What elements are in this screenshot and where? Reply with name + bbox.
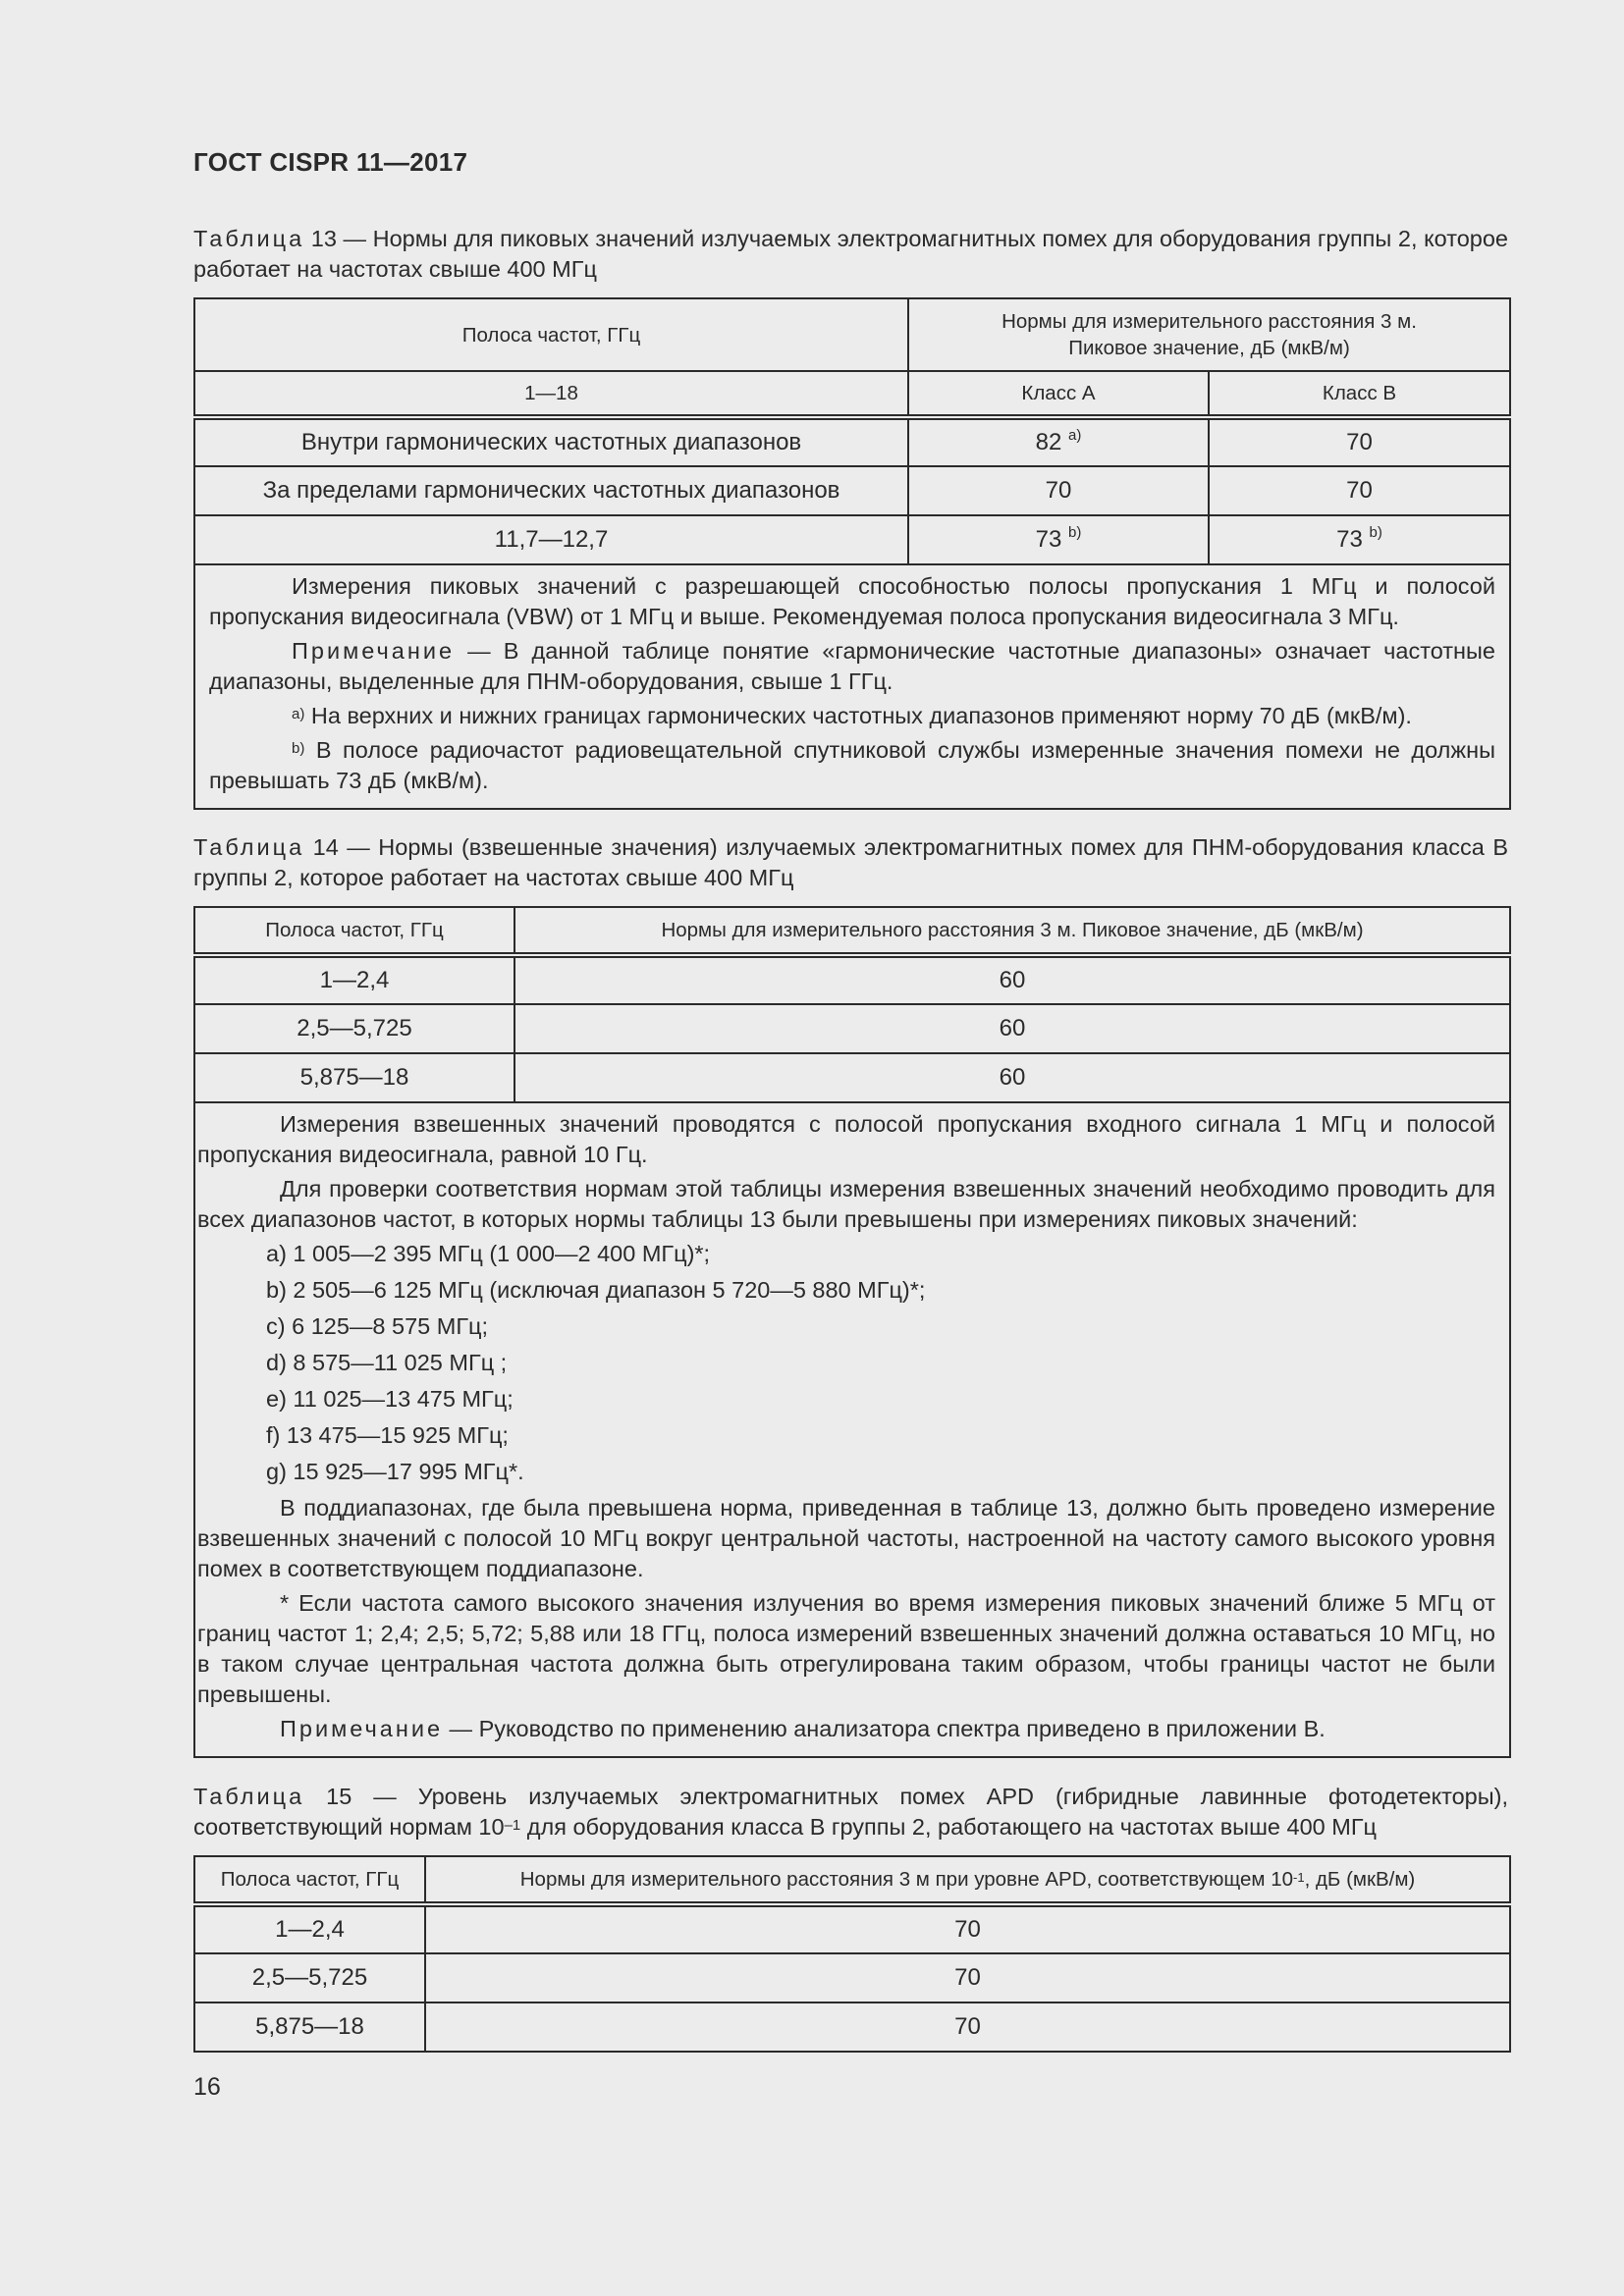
page-number: 16 [193,2073,221,2101]
table14-notes [194,1102,1510,1757]
table13 [193,297,1511,810]
table13-row1-a [908,417,1209,466]
table14-caption [193,832,1508,893]
table15-caption [193,1782,1508,1842]
table13-row3-a [908,515,1209,564]
table13-caption-text: 13 — Нормы для пиковых значений излучаемых электромагнитных помех для оборудования группы 2, которое работает на частотах свыше 400 МГц [193,226,1508,282]
table-row [194,417,1510,466]
table15-header-limits [425,1856,1510,1904]
list-item: d) 8 575—11 025 МГц ; [266,1350,508,1375]
table13-notes [194,564,1510,809]
table15-row2-band: 2,5—5,725 [194,1953,425,2002]
list-item: b) 2 505—6 125 МГц (исключая диапазон 5 720—5 880 МГц)*; [266,1277,926,1303]
table13-header-limits-line2: Пиковое значение, дБ (мкВ/м) [1068,337,1350,359]
table14-note [197,1714,1495,1744]
table13-notes-p1: Измерения пиковых значений с разрешающей способностью полосы пропускания 1 МГц и полосой пропускания видеосигнала (VBW) от 1 МГц и выше. Рекомендуемая полоса пропускания видеосигнала 3 МГц. [209,573,1495,629]
table15-header-limits-text-2: , дБ (мкВ/м) [1304,1868,1416,1891]
table13-note [209,636,1495,697]
table14-caption-text: 14 — Нормы (взвешенные значения) излучаемых электромагнитных помех для ПНМ-оборудования класса В группы 2, которое работает на частотах свыше 400 МГц [193,834,1508,890]
table15-caption-exponent: –1 [504,1817,521,1834]
table13-row3-b [1209,515,1510,564]
table13-caption-label: Таблица [193,226,305,251]
table15-caption-text-2: для оборудования класса В группы 2, работающего на частотах выше 400 МГц [520,1814,1378,1840]
table13-footnote-b-mark: b) [292,740,305,757]
table13-caption [193,224,1508,285]
table13-row1-b-value: 70 [1346,429,1373,455]
table14-note-label: Примечание [280,1716,444,1741]
table13-row1-a-note: a) [1068,427,1082,444]
table13-range: 1—18 [194,371,908,417]
table13-row1-b [1209,417,1510,466]
table-row [194,466,1510,515]
table14-notes-p2: Для проверки соответствия нормам этой таблицы измерения взвешенных значений необходимо проводить для всех диапазонов частот, в которых нормы таблицы 13 были превышены при измерениях пиковых значений: [197,1176,1495,1232]
list-item: a) 1 005—2 395 МГц (1 000—2 400 МГц)*; [266,1241,711,1266]
table13-row1-band: Внутри гармонических частотных диапазонов [194,417,908,466]
table13-row3-a-note: b) [1068,524,1082,541]
table13-header-limits-line1: Нормы для измерительного расстояния 3 м. [1001,310,1417,333]
table14-row2-band: 2,5—5,725 [194,1004,514,1053]
table15-row3-band: 5,875—18 [194,2002,425,2052]
table15-caption-label: Таблица [193,1784,305,1809]
table14 [193,906,1511,1758]
table-row [194,1953,1510,2002]
table13-row1-a-value: 82 [1035,429,1062,455]
table14-header-limits: Нормы для измерительного расстояния 3 м. Пиковое значение, дБ (мкВ/м) [514,907,1510,955]
table15-header-limits-text-1: Нормы для измерительного расстояния 3 м при уровне APD, соответствующем 10 [519,1868,1293,1891]
table13-row2-b: 70 [1209,466,1510,515]
table15 [193,1855,1511,2053]
table15-row1-value: 70 [425,1904,1510,1953]
table-row [194,2002,1510,2052]
table14-row3-band: 5,875—18 [194,1053,514,1102]
table15-caption-text-1: 15 — Уровень излучаемых электромагнитных помех APD (гибридные лавинные фотодетекторы), соответствующий нормам 10 [193,1784,1508,1840]
table-row [194,1904,1510,1953]
table13-row3-a-value: 73 [1035,526,1062,553]
table14-row3-value: 60 [514,1053,1510,1102]
list-item: g) 15 925—17 995 МГц*. [266,1459,524,1484]
table13-footnote-b [209,735,1495,796]
table13-row3-band: 11,7—12,7 [194,515,908,564]
table15-header-exponent: -1 [1293,1870,1305,1885]
table14-header-band: Полоса частот, ГГц [194,907,514,955]
table13-class-b: Класс В [1209,371,1510,417]
list-item: c) 6 125—8 575 МГц; [266,1313,489,1339]
table-row [194,1053,1510,1102]
table13-row2-a: 70 [908,466,1209,515]
table13-header-band: Полоса частот, ГГц [194,298,908,371]
table13-footnote-a-mark: a) [292,706,305,722]
table-row [194,515,1510,564]
table15-row2-value: 70 [425,1953,1510,2002]
table13-note-text: — В данной таблице понятие «гармонические частотные диапазоны» означает частотные диапазоны, выделенные для ПНМ-оборудования, свыше 1 ГГц. [209,638,1495,694]
table15-row3-value: 70 [425,2002,1510,2052]
table14-notes-p3: В поддиапазонах, где была превышена норма, приведенная в таблице 13, должно быть проведено измерение взвешенных значений с полосой 10 МГц вокруг центральной частоты, настроенной на частоту самого высокого уровня помех в соответствующем поддиапазоне. [197,1495,1495,1581]
table13-row3-b-note: b) [1369,524,1382,541]
table14-row1-band: 1—2,4 [194,955,514,1004]
table15-row1-band: 1—2,4 [194,1904,425,1953]
table14-notes-p4: * Если частота самого высокого значения излучения во время измерения пиковых значений ближе 5 МГц от границ частот 1; 2,4; 2,5; 5,72; 5,88 или 18 ГГц, полоса измерений взвешенных значений должна оставаться 10 МГц, но в таком случае центральная частота должна быть отрегулирована таким образом, чтобы границы частот не были превышены. [197,1590,1495,1707]
table13-class-a: Класс А [908,371,1209,417]
table14-caption-label: Таблица [193,834,305,860]
table15-header-band: Полоса частот, ГГц [194,1856,425,1904]
table13-note-label: Примечание [292,638,456,664]
table13-footnote-a-text: На верхних и нижних границах гармонических частотных диапазонов применяют норму 70 дБ (мкВ/м). [304,703,1412,728]
table14-row2-value: 60 [514,1004,1510,1053]
list-item: e) 11 025—13 475 МГц; [266,1386,514,1412]
table14-notes-p1: Измерения взвешенных значений проводятся с полосой пропускания входного сигнала 1 МГц и полосой пропускания видеосигнала, равной 10 Гц. [197,1111,1495,1167]
table-row [194,955,1510,1004]
table13-row2-band: За пределами гармонических частотных диапазонов [194,466,908,515]
table14-note-text: — Руководство по применению анализатора спектра приведено в приложении В. [443,1716,1326,1741]
table13-footnote-b-text: В полосе радиочастот радиовещательной спутниковой службы измеренные значения помехи не должны превышать 73 дБ (мкВ/м). [209,737,1495,793]
table-row [194,1004,1510,1053]
list-item: f) 13 475—15 925 МГц; [266,1422,509,1448]
table14-row1-value: 60 [514,955,1510,1004]
table13-footnote-a [209,701,1495,731]
table13-row3-b-value: 73 [1336,526,1363,553]
table13-header-limits [908,298,1510,371]
document-header: ГОСТ CISPR 11—2017 [193,147,468,177]
